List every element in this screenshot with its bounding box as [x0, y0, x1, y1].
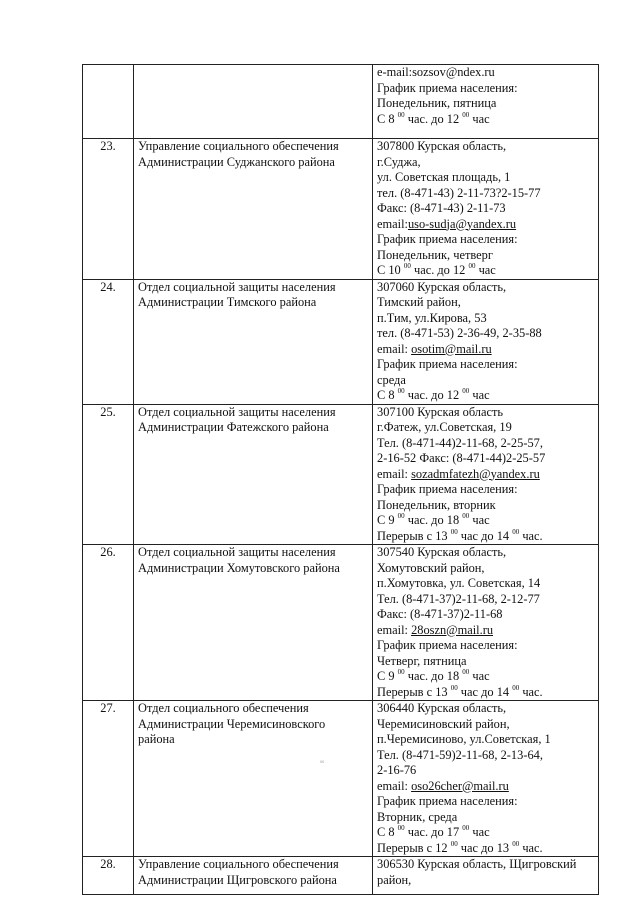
address-text: час до 13 [457, 840, 513, 855]
address-text: График приема населения: [377, 80, 518, 95]
organization-name-line: Отдел социального обеспечения [138, 701, 309, 715]
address-text: Вторник, среда [377, 809, 458, 824]
address-text: email: [377, 466, 412, 481]
address-line [377, 592, 594, 608]
address-text: ул. Советская площадь, 1 [377, 170, 511, 184]
row-number: 23. [100, 139, 116, 153]
address-line [377, 561, 594, 577]
address-line [377, 638, 594, 654]
address-text: e-mail:sozsov@ndex.ru [377, 65, 495, 79]
address-line [377, 810, 594, 826]
address-text: Понедельник, пятница [377, 96, 497, 110]
address-text: час [469, 513, 490, 527]
address-text: email: [377, 216, 408, 231]
address-line [377, 357, 594, 373]
organization-name-line: Администрации Щигровского района [138, 872, 337, 887]
address-text: п.Черемисиново, ул.Советская, 1 [377, 732, 551, 746]
organization-cell [134, 279, 373, 404]
time-superscript: 00 [462, 387, 470, 395]
table-row [83, 65, 599, 139]
email-link[interactable]: osotim@mail.ru [411, 341, 492, 356]
address-line [377, 155, 594, 171]
address-text: Перерыв с 13 [377, 528, 451, 543]
address-text: п.Тим, ул.Кирова, 53 [377, 310, 487, 325]
address-line [377, 607, 594, 623]
organization-cell [134, 65, 373, 139]
address-line [377, 498, 594, 514]
time-superscript: 00 [468, 262, 476, 270]
time-superscript: 00 [397, 110, 405, 119]
time-superscript: 00 [397, 668, 405, 676]
time-superscript: 00 [397, 387, 405, 395]
address-text: 307060 Курская область, [377, 279, 507, 294]
address-text: час до 14 [457, 684, 513, 699]
table-row [83, 701, 599, 857]
address-contacts-cell [373, 857, 599, 895]
address-text: 307540 Курская область, [377, 545, 507, 559]
address-text: График приема населения: [377, 232, 518, 246]
address-text: час. до 12 [404, 388, 463, 402]
address-line [377, 217, 594, 233]
address-text: График приема населения: [377, 482, 518, 496]
address-line [377, 342, 594, 358]
table-row [83, 545, 599, 701]
address-line [377, 232, 594, 248]
address-line [377, 295, 594, 311]
address-text: Перерыв с 13 [377, 684, 451, 699]
address-text: График приема населения: [377, 357, 518, 371]
address-line [377, 467, 594, 483]
address-text: С 8 [377, 388, 398, 402]
address-line [377, 112, 594, 128]
address-text: район, [377, 872, 412, 887]
email-link[interactable]: uso-sudja@yandex.ru [407, 216, 517, 231]
address-text: Понедельник, четверг [377, 247, 493, 262]
address-text: г.Фатеж, ул.Советская, 19 [377, 420, 512, 434]
organization-cell [134, 545, 373, 701]
address-line [377, 451, 594, 467]
organization-name-line: Администрации Хомутовского района [138, 560, 340, 575]
address-line [377, 311, 594, 327]
time-superscript: 00 [462, 110, 470, 119]
time-superscript: 00 [462, 512, 470, 520]
address-text: Тимский район, [377, 295, 461, 309]
row-number-cell [83, 139, 134, 280]
time-superscript: 00 [512, 527, 520, 536]
address-text: 307100 Курская область [377, 404, 504, 419]
address-line [377, 326, 594, 342]
address-contacts-cell [373, 139, 599, 280]
address-text: час [469, 111, 490, 126]
table-row [83, 139, 599, 280]
address-text: Факс: (8-471-37)2-11-68 [377, 607, 503, 621]
time-superscript: 00 [450, 527, 458, 536]
address-line [377, 545, 594, 561]
address-line [377, 576, 594, 592]
address-text: час. до 17 [404, 825, 463, 839]
organization-name-line: Отдел социальной защиты населения [138, 404, 336, 419]
address-text: Тел. (8-471-44)2-11-68, 2-25-57, [377, 435, 543, 450]
address-text: Тел. (8-471-59)2-11-68, 2-13-64, [377, 747, 543, 762]
address-text: 306440 Курская область, [377, 701, 507, 715]
address-text: час. [519, 684, 543, 699]
row-number: 28. [100, 857, 116, 871]
address-contacts-cell [373, 279, 599, 404]
address-text: Хомутовский район, [377, 560, 485, 575]
organization-name-line: Отдел социальной защиты населения [138, 279, 336, 294]
row-number: 24. [100, 279, 116, 294]
address-line [377, 201, 594, 217]
address-line [377, 388, 594, 404]
address-line [377, 857, 594, 873]
time-superscript: 00 [462, 668, 470, 676]
address-text: email: [377, 341, 412, 356]
time-superscript: 00 [462, 824, 470, 832]
address-line [377, 685, 594, 701]
organization-name-line: Администрации Фатежского района [138, 420, 329, 434]
address-line [377, 373, 594, 389]
address-text: Тел. (8-471-37)2-11-68, 2-12-77 [377, 591, 540, 606]
address-text: час. до 18 [404, 669, 463, 683]
row-number: 25. [100, 404, 116, 419]
address-line [377, 825, 594, 841]
address-text: п.Хомутовка, ул. Советская, 14 [377, 576, 541, 590]
address-text: Перерыв с 12 [377, 840, 451, 855]
scan-artifact: ss [320, 760, 324, 765]
row-number-cell [83, 701, 134, 857]
organization-cell [134, 404, 373, 545]
email-link[interactable]: 28oszn@mail.ru [411, 622, 494, 637]
address-text: 2-16-76 [377, 763, 417, 777]
table-row [83, 279, 599, 404]
time-superscript: 00 [450, 683, 458, 692]
address-text: среда [377, 372, 406, 387]
table-body [83, 65, 599, 895]
row-number-cell [83, 65, 134, 139]
social-services-table [82, 64, 599, 895]
address-line [377, 248, 594, 264]
time-superscript: 00 [397, 512, 405, 520]
address-text: С 8 [377, 825, 398, 839]
organization-name-line: Отдел социальной защиты населения [138, 545, 336, 559]
address-contacts-cell [373, 404, 599, 545]
address-line [377, 732, 594, 748]
organization-name-line: Управление социального обеспечения [138, 139, 339, 153]
address-text: час [469, 388, 490, 402]
address-line [377, 763, 594, 779]
time-superscript: 00 [512, 839, 520, 848]
organization-cell [134, 857, 373, 895]
address-text: С 10 [377, 263, 404, 277]
address-text: час. [519, 840, 543, 855]
address-text: 2-16-52 Факс: (8-471-44)2-25-57 [377, 451, 546, 465]
address-text: 306530 Курская область, Щигровский [377, 857, 577, 871]
time-superscript: 00 [397, 824, 405, 832]
address-line [377, 405, 594, 421]
address-text: тел. (8-471-43) 2-11-73?2-15-77 [377, 185, 541, 200]
address-line [377, 779, 594, 795]
address-line [377, 482, 594, 498]
row-number-cell [83, 545, 134, 701]
address-line [377, 717, 594, 733]
address-text: Факс: (8-471-43) 2-11-73 [377, 201, 506, 215]
address-text: 307800 Курская область, [377, 139, 507, 153]
address-line [377, 669, 594, 685]
email-link[interactable]: oso26cher@mail.ru [411, 778, 509, 793]
address-text: График приема населения: [377, 794, 518, 808]
address-line [377, 841, 594, 857]
address-line [377, 420, 594, 436]
address-line [377, 873, 594, 889]
address-text: Понедельник, вторник [377, 497, 496, 512]
address-text: час. [519, 528, 543, 543]
row-number: 27. [100, 701, 116, 715]
organization-name-line: Администрации Тимского района [138, 295, 317, 309]
address-line [377, 529, 594, 545]
address-text: С 9 [377, 669, 398, 683]
address-line [377, 436, 594, 452]
time-superscript: 00 [403, 262, 411, 270]
row-number-cell [83, 857, 134, 895]
time-superscript: 00 [450, 839, 458, 848]
address-text: График приема населения: [377, 638, 518, 652]
email-link[interactable]: sozadmfatezh@yandex.ru [411, 466, 540, 481]
address-text: час. до 12 [404, 111, 463, 126]
address-text: час. до 18 [404, 513, 463, 527]
row-number: 26. [100, 545, 116, 559]
address-contacts-cell [373, 701, 599, 857]
address-line [377, 794, 594, 810]
organization-name-line: района [138, 732, 175, 746]
row-number-cell [83, 279, 134, 404]
address-line [377, 65, 594, 81]
time-superscript: 00 [512, 683, 520, 692]
address-text: email: [377, 778, 412, 793]
table-row [83, 404, 599, 545]
address-line [377, 263, 594, 279]
address-line [377, 748, 594, 764]
address-line [377, 81, 594, 97]
address-text: час до 14 [457, 528, 513, 543]
organization-name-line: Администрации Черемисиновского [138, 716, 326, 731]
address-text: час. до 12 [410, 263, 469, 277]
address-line [377, 186, 594, 202]
address-text: Четверг, пятница [377, 653, 467, 668]
address-text: тел. (8-471-53) 2-36-49, 2-35-88 [377, 326, 542, 340]
address-line [377, 139, 594, 155]
address-line [377, 513, 594, 529]
address-contacts-cell [373, 65, 599, 139]
address-line [377, 654, 594, 670]
organization-cell [134, 701, 373, 857]
address-text: С 8 [377, 111, 398, 126]
address-line [377, 280, 594, 296]
address-text: час [469, 825, 490, 839]
address-line [377, 623, 594, 639]
address-line [377, 96, 594, 112]
address-contacts-cell [373, 545, 599, 701]
address-text: С 9 [377, 513, 398, 527]
address-line [377, 170, 594, 186]
organization-name-line: Управление социального обеспечения [138, 857, 339, 871]
address-text: email: [377, 622, 412, 637]
address-line [377, 701, 594, 717]
organization-name-line: Администрации Суджанского района [138, 154, 335, 169]
address-text: час [475, 263, 496, 277]
address-text: час [469, 669, 490, 683]
address-text: Черемисиновский район, [377, 716, 510, 731]
organization-cell [134, 139, 373, 280]
row-number-cell [83, 404, 134, 545]
table-row [83, 857, 599, 895]
address-text: г.Суджа, [377, 154, 421, 169]
